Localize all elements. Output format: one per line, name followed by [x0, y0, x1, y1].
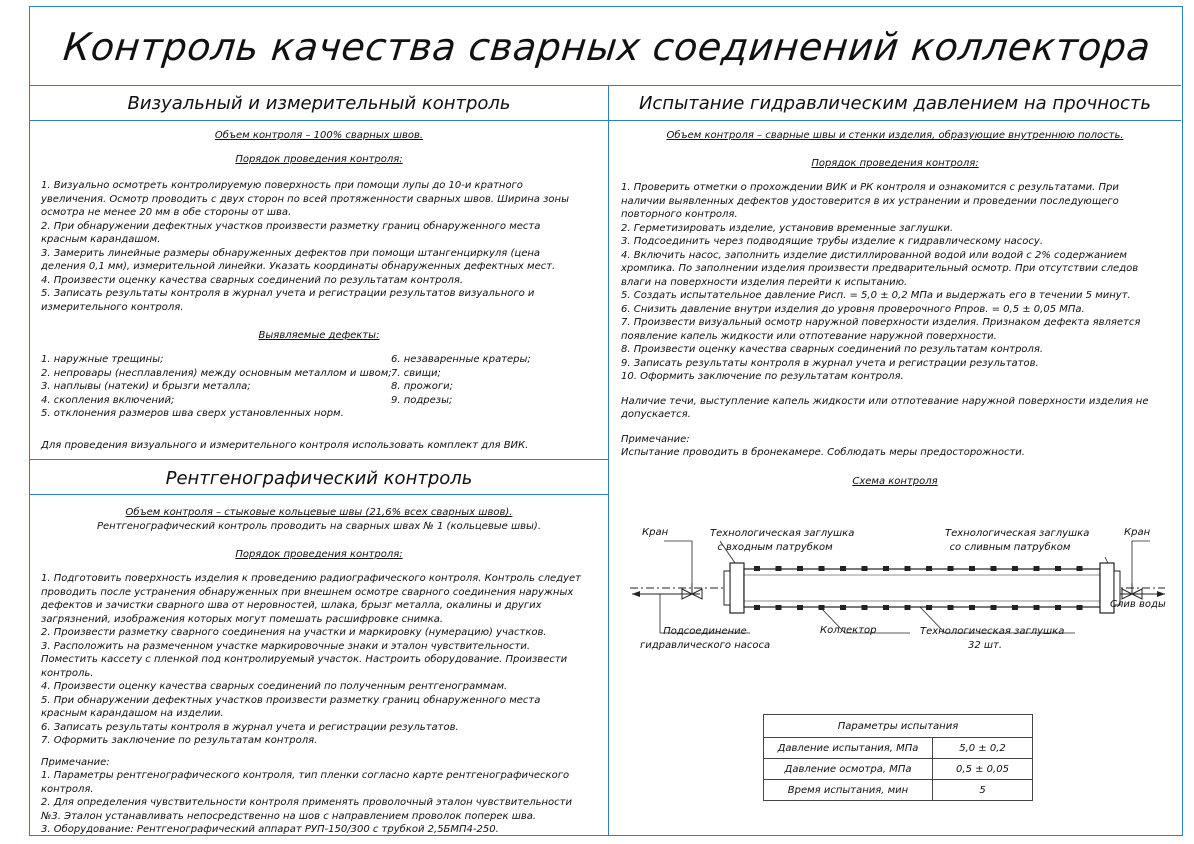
param-label: Время испытания, мин [764, 780, 933, 801]
visual-steps [41, 179, 581, 314]
hydro-step: 7. Произвести визуальный осмотр наружной поверхности изделия. Признаком дефекта является появление капель жидкости или отпотевание наружной поверхности. [621, 317, 1141, 342]
plug-mark [1034, 566, 1040, 571]
visual-step: 1. Визуально осмотреть контролируемую поверхность при помощи лупы до 10-и кратного увеличения. Осмотр проводить с двух сторон по всей протяженности сварных швов. Ширина зоны осмотра не менее 20 мм в обе стороны от шва. [41, 180, 569, 218]
visual-step: 4. Произвести оценку качества сварных соединений по результатам контроля. [41, 274, 464, 286]
leader-right-plug [1105, 557, 1108, 563]
table-row [764, 738, 1033, 759]
plug-mark [1012, 566, 1018, 571]
defect-item: 8. прожоги; [391, 381, 453, 392]
hydro-step: 2. Герметизировать изделие, установив временные заглушки. [621, 222, 954, 234]
hydro-step: 5. Создать испытательное давление Pисп. = 5,0 ± 0,2 МПа и выдержать его в течении 5 минут. [621, 290, 1131, 301]
plug-mark [1055, 605, 1061, 610]
divider-radio-top [30, 459, 608, 460]
hydro-note: Испытание проводить в бронекамере. Соблюдать меры предосторожности. [621, 447, 1025, 458]
radio-note: 2. Для определения чувствительности контроля применять проволочный эталон чувствительности №3. Эталон устанавливать непосредственно на шов с направлением проволок поперек шва. [41, 797, 572, 822]
inlet-arrow [632, 591, 640, 597]
radio-step: 1. Подготовить поверхность изделия к проведению радиографического контроля. Контроль следует проводить после устранения обнаруженных при внешнем осмотре сварного соединения наружных дефектов и зачистки сварного шва от неровностей, шлака, брызг металла, окалины и других загрязнений, изображения которых могут помешать расшифровке снимка. [41, 573, 581, 625]
plug-mark [926, 605, 932, 610]
drain-arrow [1157, 591, 1165, 597]
radio-procedure-heading: Порядок проведения контроля: [235, 549, 403, 560]
test-parameters-table [763, 714, 1033, 801]
plug-mark [948, 605, 954, 610]
label-outlet-plug: Технологическая заглушка со сливным патрубком [945, 528, 1090, 553]
table-title: Параметры испытания [764, 715, 1033, 738]
label-pump: Подсоединение гидравлического насоса [640, 626, 771, 651]
plug-mark [754, 566, 760, 571]
table-row [764, 759, 1033, 780]
label-plugs: Технологическая заглушка 32 шт. [920, 626, 1065, 651]
left-plug [730, 563, 744, 613]
label-valve-right: Кран [1124, 527, 1151, 538]
plug-mark [819, 605, 825, 610]
drawing-sheet [29, 6, 1183, 836]
plug-mark [754, 605, 760, 610]
left-plug-inner [724, 571, 730, 605]
plug-mark [862, 605, 868, 610]
hydro-leak-note: Наличие течи, выступление капель жидкости или отпотевание наружной поверхности изделия не допускается. [621, 395, 1149, 420]
plug-mark [1077, 566, 1083, 571]
divider-radio-head [30, 494, 608, 495]
radio-step: 2. Произвести разметку сварного соединения на участки и маркировку (нумерацию) участков. [41, 627, 547, 638]
plug-mark [1012, 605, 1018, 610]
plug-mark [991, 605, 997, 610]
hydro-step: 8. Произвести оценку качества сварных соединений по результатам контроля. [621, 344, 1044, 355]
visual-kit-note: Для проведения визуального и измерительного контроля использовать комплект для ВИК. [41, 440, 529, 451]
hydro-procedure-heading: Порядок проведения контроля: [811, 158, 979, 169]
visual-step: 2. При обнаружении дефектных участков произвести разметку границ обнаруженного места красным карандашом. [41, 220, 541, 245]
param-value: 5,0 ± 0,2 [933, 738, 1033, 759]
radio-step: 5. При обнаружении дефектных участков произвести разметку границ обнаруженного места красным карандашом на изделии. [41, 694, 541, 719]
hydro-step: 3. Подсоединить через подводящие трубы изделие к гидравлическому насосу. [621, 236, 1044, 247]
defect-item: 9. подрезы; [391, 394, 453, 406]
sheet-title: Контроль качества сварных соединений коллектора [61, 25, 1153, 69]
plug-mark [840, 566, 846, 571]
label-inlet-plug: Технологическая заглушка с входным патрубком [710, 528, 855, 553]
hydro-heading: Испытание гидравлическим давлением на прочность [638, 93, 1152, 114]
defect-item: 1. наружные трещины; [41, 354, 164, 365]
visual-heading: Визуальный и измерительный контроль [127, 93, 511, 114]
defect-item: 6. незаваренные кратеры; [391, 354, 531, 365]
visual-defects-heading: Выявляемые дефекты: [258, 330, 380, 341]
radio-step: 3. Расположить на размеченном участке маркировочные знаки и эталон чувствительности. Поместить кассету с пленкой под контролируемый участок. Настроить оборудование. Произвести контроль. [41, 640, 568, 679]
scheme-heading: Схема контроля [852, 476, 938, 487]
radio-step: 6. Записать результаты контроля в журнал учета и регистрации результатов. [41, 721, 459, 733]
radio-note-heading: Примечание: [41, 756, 110, 768]
visual-scope: Объем контроля – 100% сварных швов. [214, 130, 424, 141]
hydro-step: 10. Оформить заключение по результатам контроля. [621, 371, 904, 382]
plug-mark [776, 566, 782, 571]
label-collector: Коллектор [820, 625, 877, 636]
param-label: Давление испытания, МПа [764, 738, 933, 759]
table-header-row [764, 715, 1033, 738]
plug-mark [926, 566, 932, 571]
param-value: 5 [933, 780, 1033, 801]
radio-heading: Рентгенографический контроль [165, 468, 473, 489]
param-label: Давление осмотра, МПа [764, 759, 933, 780]
hydro-steps [621, 181, 1161, 460]
defect-item: 5. отклонения размеров шва сверх установленных норм. [41, 408, 344, 419]
plug-mark [1034, 605, 1040, 610]
plug-mark [905, 605, 911, 610]
plug-mark [776, 605, 782, 610]
visual-procedure-heading: Порядок проведения контроля: [235, 154, 403, 165]
plug-mark [797, 605, 803, 610]
defect-item: 7. свищи; [391, 367, 441, 379]
divider-columns [608, 85, 609, 835]
hydro-step: 1. Проверить отметки о прохождении ВИК и РК контроля и ознакомится с результатами. При наличии выявленных дефектов удостоверится в их устранении и проведении последующего повторного контроля. [621, 182, 1119, 220]
label-valve-left: Кран [642, 527, 669, 538]
divider-section-heads [30, 120, 1181, 121]
radio-scope: Объем контроля – стыковые кольцевые швы (21,6% всех сварных швов). Рентгенографический контроль проводить на сварных швах № 1 (кольцевые швы). [96, 507, 541, 532]
visual-step: 3. Замерить линейные размеры обнаруженных дефектов при помощи штангенциркуля (цена деления 0,1 мм), измерительной линейки. Указать координаты обнаруженных дефектных мест. [41, 247, 556, 272]
radio-step: 7. Оформить заключение по результатам контроля. [41, 735, 318, 746]
plug-mark [969, 566, 975, 571]
plug-mark [797, 566, 803, 571]
radio-step: 4. Произвести оценку качества сварных соединений по полученным рентгенограммам. [41, 681, 508, 692]
param-value: 0,5 ± 0,05 [933, 759, 1033, 780]
plug-mark [969, 605, 975, 610]
defect-item: 4. скопления включений; [41, 394, 175, 406]
leader-right-valve [1132, 541, 1150, 583]
plug-mark [883, 605, 889, 610]
plug-mark [862, 566, 868, 571]
hydro-step: 4. Включить насос, заполнить изделие дистиллированной водой или водой с 2% содержанием хромпика. По заполнении изделия произвести предварительный осмотр. При отсутствии следов влаги на поверхности изделия перейти к испытанию. [621, 249, 1139, 288]
defects-list-left [41, 353, 401, 421]
plug-mark [991, 566, 997, 571]
plug-mark [948, 566, 954, 571]
radio-note: 3. Оборудование: Рентгенографический аппарат РУП-150/300 с трубкой 2,5БМП4-250. [41, 824, 499, 835]
plug-mark [883, 566, 889, 571]
radio-note: 1. Параметры рентгенографического контроля, тип пленки согласно карте рентгенографического контроля. [41, 770, 570, 795]
plug-mark [840, 605, 846, 610]
label-drain: Слив воды [1110, 599, 1166, 610]
visual-step: 5. Записать результаты контроля в журнал учета и регистрации результатов визуального и измерительного контроля. [41, 288, 535, 313]
hydro-step: 9. Записать результаты контроля в журнал учета и регистрации результатов. [621, 357, 1039, 369]
defect-item: 2. непровары (несплавления) между основным металлом и швом; [41, 367, 392, 379]
plug-mark [1055, 566, 1061, 571]
divider-title [30, 85, 1181, 86]
hydro-scope: Объем контроля – сварные швы и стенки изделия, образующие внутреннюю полость. [666, 130, 1124, 141]
radio-steps [41, 572, 581, 837]
table-row [764, 780, 1033, 801]
plug-mark [819, 566, 825, 571]
hydro-step: 6. Снизить давление внутри изделия до уровня проверочного Pпров. = 0,5 ± 0,05 МПа. [621, 303, 1085, 315]
leader-left-valve [664, 541, 692, 583]
left-valve-icon [682, 583, 702, 599]
hydro-note-heading: Примечание: [621, 433, 690, 445]
right-valve-icon [1122, 583, 1142, 599]
defects-list-right [391, 353, 571, 407]
plug-mark [1077, 605, 1083, 610]
plug-mark [905, 566, 911, 571]
defect-item: 3. наплывы (натеки) и брызги металла; [41, 381, 251, 392]
